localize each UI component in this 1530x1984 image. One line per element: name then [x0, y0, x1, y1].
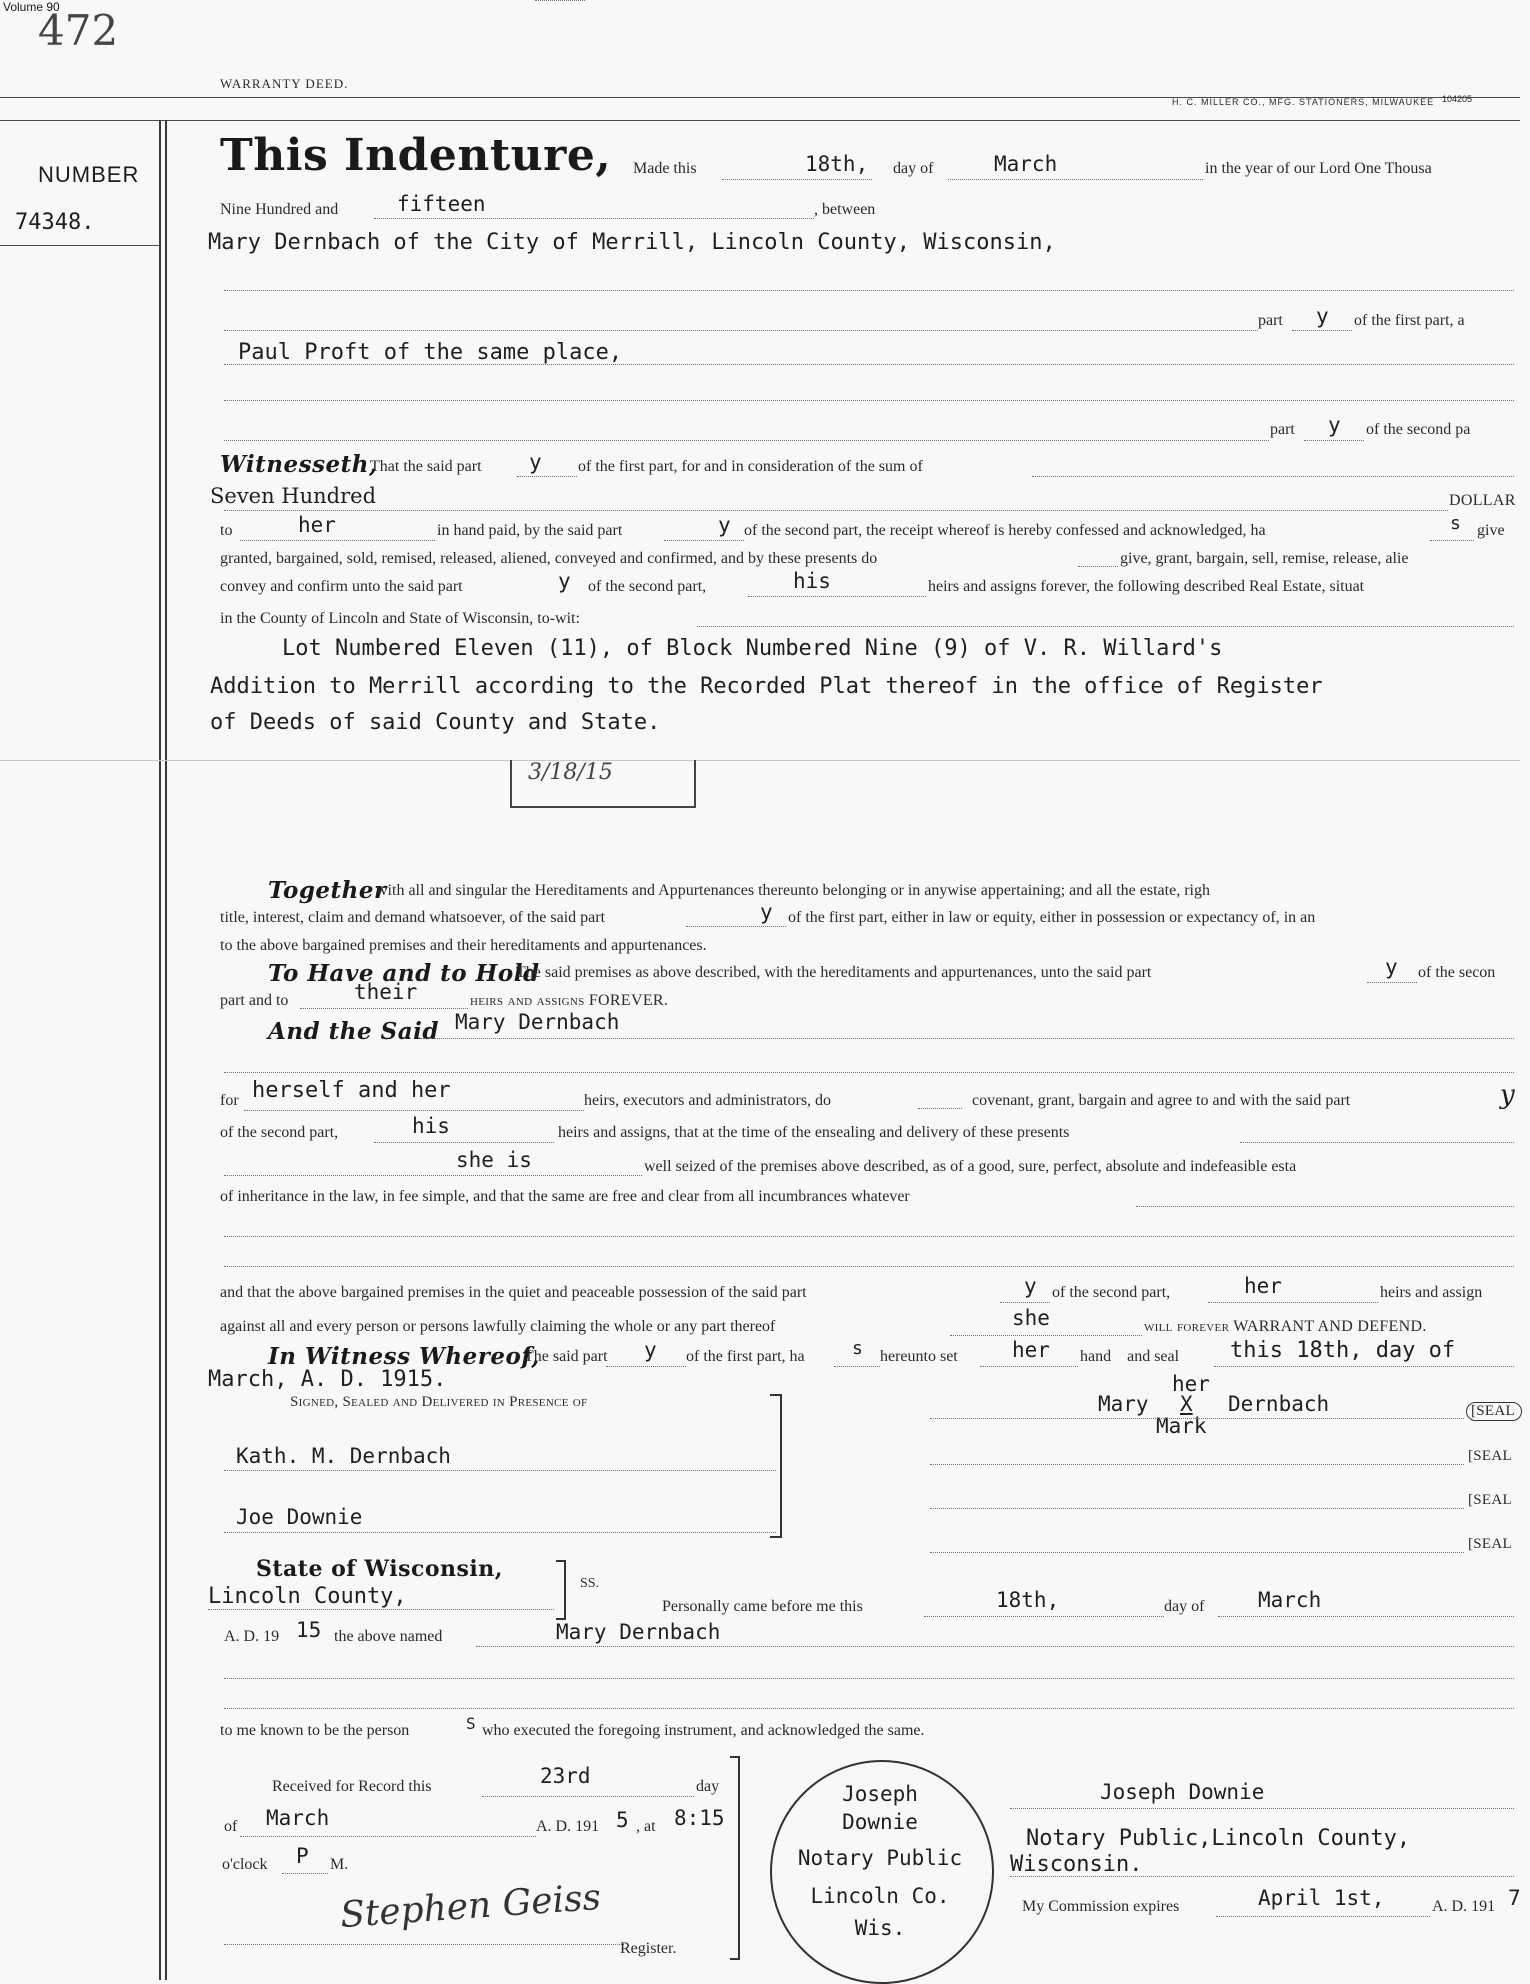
witnesseth-text-a: That the said part — [370, 458, 482, 475]
covenant-text: covenant, grant, bargain and agree to and with the said part — [972, 1092, 1351, 1109]
part-label-2: part — [1270, 421, 1295, 438]
inheritance-text: of inheritance in the law, in fee simple, and that the same are free and clear from all incumbrances whatever — [220, 1188, 910, 1205]
covenant-part-suffix: y — [1500, 1080, 1515, 1110]
above-named-label: the above named — [334, 1628, 443, 1645]
together-heading: Together — [268, 877, 387, 904]
notary-title: Notary Public,Lincoln County, — [1026, 1826, 1411, 1851]
witnesseth-heading: Witnesseth, — [220, 451, 378, 478]
receipt-text: of the second part, the receipt whereof is hereby confessed and acknowledged, ha — [744, 522, 1266, 539]
hand-and-seal: hand and seal — [1080, 1348, 1180, 1365]
signer-first: Mary — [1098, 1392, 1149, 1416]
signer-mark-top: her — [1172, 1372, 1210, 1396]
deed-month-value: March — [994, 152, 1058, 176]
sum-value: Seven Hundred — [210, 484, 377, 508]
witness-name-2: Joe Downie — [236, 1505, 363, 1529]
record-of-label: of — [224, 1818, 238, 1835]
between-label: , between — [814, 201, 876, 218]
for-whom: herself and her — [252, 1078, 451, 1103]
signer-mark: X — [1180, 1392, 1193, 1416]
witness-brace — [770, 1394, 782, 1538]
received-text: Received for Record this — [272, 1778, 432, 1795]
seal-4: [SEAL — [1468, 1536, 1512, 1552]
executors-text: heirs, executors and administrators, do — [584, 1092, 832, 1109]
date-stamp: 3/18/15 — [528, 760, 613, 785]
hand-paid-text: in hand paid, by the said part — [437, 522, 623, 539]
grantor-text: Mary Dernbach of the City of Merrill, Lincoln County, Wisconsin, — [208, 230, 1056, 255]
heirs-forever: heirs and assigns FOREVER. — [470, 992, 669, 1009]
ack-year-value: 15 — [296, 1618, 322, 1642]
and-the-said-heading: And the Said — [268, 1018, 439, 1045]
witnesseth-text-b: of the first part, for and in consideration of the sum of — [578, 458, 923, 475]
together-line-2a: title, interest, claim and demand whatsoever, of the said part — [220, 909, 606, 926]
dollars-label: DOLLAR — [1449, 492, 1516, 509]
ack-brace — [556, 1560, 566, 1620]
convey-text: convey and confirm unto the said part — [220, 578, 463, 595]
convey-suffix: y — [558, 569, 571, 593]
witness-text-b: of the first part, ha — [686, 1348, 805, 1365]
page-number: 472 — [38, 6, 119, 55]
hand-paid-suffix: y — [718, 513, 731, 537]
record-at-label: , at — [636, 1818, 656, 1835]
has-suffix: s — [1450, 513, 1461, 534]
printer-code: 104205 — [1442, 94, 1473, 104]
legal-description-line-3: of Deeds of said County and State. — [210, 710, 661, 735]
to-have-text: The said premises as above described, with the hereditaments and appurtenances, unto the said part — [516, 964, 1152, 981]
ack-ad-label: A. D. 19 — [224, 1628, 280, 1645]
for-label: for — [220, 1092, 239, 1109]
county-text: in the County of Lincoln and State of Wisconsin, to-wit: — [220, 610, 580, 627]
known-text-a: to me known to be the person — [220, 1722, 410, 1739]
witness-text-c: hereunto set — [880, 1348, 958, 1365]
printer-imprint: H. C. MILLER CO., MFG. STATIONERS, MILWAUKEE — [1172, 97, 1435, 107]
heirs-assigns-text: heirs and assigns forever, the following described Real Estate, situat — [928, 578, 1365, 595]
second-part-text: of the second pa — [1366, 421, 1471, 438]
witness-name-1: Kath. M. Dernbach — [236, 1444, 451, 1468]
commission-ad: A. D. 191 — [1432, 1898, 1496, 1915]
heirs-and-assign: heirs and assign — [1380, 1284, 1483, 1301]
to-label: to — [220, 522, 233, 539]
notary-seal-line-1: Joseph — [842, 1782, 918, 1806]
notary-seal-line-5: Wis. — [854, 1916, 906, 1940]
of-the-second: of the secon — [1418, 964, 1496, 981]
made-this-label: Made this — [633, 160, 697, 177]
ack-county: Lincoln County, — [208, 1584, 407, 1609]
granted-text: granted, bargained, sold, remised, released, aliened, conveyed and confirmed, and by these presents do — [220, 550, 878, 567]
signed-sealed-label: Signed, Sealed and Delivered in Presence of — [290, 1394, 588, 1410]
record-month-value: March — [266, 1806, 330, 1830]
witness-has-suffix: s — [852, 1338, 863, 1359]
record-day-value: 23rd — [540, 1764, 591, 1788]
notary-title-cont: Wisconsin. — [1010, 1852, 1143, 1877]
ack-day-value: 18th, — [996, 1588, 1060, 1612]
seized-who: she is — [456, 1148, 532, 1172]
of-the-second-part-3: of the second part, — [1052, 1284, 1171, 1301]
to-have-suffix: y — [1385, 955, 1398, 979]
seal-3: [SEAL — [1468, 1492, 1512, 1508]
nine-hundred-label: Nine Hundred and — [220, 201, 339, 218]
signer-last: Dernbach — [1228, 1392, 1330, 1416]
record-year-value: 5 — [616, 1808, 629, 1832]
warrant-text: will forever WARRANT AND DEFEND. — [1144, 1318, 1427, 1335]
witness-date-cont: March, A. D. 1915. — [208, 1367, 447, 1392]
record-brace — [730, 1756, 740, 1960]
ack-named-person: Mary Dernbach — [556, 1620, 721, 1644]
seized-text: well seized of the premises above described, as of a good, sure, perfect, absolute and indefeasible esta — [644, 1158, 1297, 1175]
legal-description-line-2: Addition to Merrill according to the Recorded Plat thereof in the office of Register — [210, 674, 1323, 699]
together-line-2b: of the first part, either in law or equity, either in possession or expectancy of, in an — [788, 909, 1316, 926]
party-suffix-2: y — [1328, 413, 1341, 437]
together-line-3: to the above bargained premises and their hereditaments and appurtenances. — [220, 937, 707, 954]
number-label: NUMBER — [38, 162, 140, 187]
seal-2: [SEAL — [1468, 1448, 1512, 1464]
notary-seal-line-2: Downie — [842, 1810, 918, 1834]
register-signature: Stephen Geiss — [338, 1876, 603, 1937]
deed-day-value: 18th, — [805, 152, 869, 176]
to-have-heirs-of: their — [354, 980, 418, 1004]
commission-label: My Commission expires — [1022, 1898, 1180, 1915]
paid-to: her — [298, 513, 336, 537]
first-part-text: of the first part, a — [1354, 312, 1465, 329]
witness-text-a: The said part — [524, 1348, 608, 1365]
quiet-suffix: y — [1024, 1274, 1037, 1298]
heirs-second: his — [412, 1114, 450, 1138]
notary-signature: Joseph Downie — [1100, 1780, 1265, 1804]
notary-seal-line-3: Notary Public — [797, 1846, 963, 1870]
signer-mark-bottom: Mark — [1156, 1414, 1207, 1438]
quiet-text: and that the above bargained premises in the quiet and peaceable possession of the said part — [220, 1284, 807, 1301]
commission-year: 7 — [1508, 1886, 1521, 1910]
ack-state: State of Wisconsin, — [256, 1556, 503, 1582]
against-text: against all and every person or persons lawfully claiming the whole or any part thereof — [220, 1318, 776, 1335]
ensealing-text: heirs and assigns, that at the time of the ensealing and delivery of these presents — [558, 1124, 1070, 1141]
ack-day-of-label: day of — [1164, 1598, 1205, 1615]
of-second-part-2: of the second part, — [220, 1124, 339, 1141]
to-have-heading: To Have and to Hold — [268, 960, 540, 987]
convey-heirs-of: his — [793, 569, 831, 593]
witness-heading: In Witness Whereof, — [268, 1343, 540, 1370]
register-label: Register. — [620, 1940, 677, 1957]
form-title: WARRANTY DEED. — [220, 76, 349, 91]
record-time-value: 8:15 — [674, 1806, 725, 1830]
record-ad-label: A. D. 191 — [536, 1818, 600, 1835]
margin-line-2 — [165, 120, 167, 1980]
legal-description-line-1: Lot Numbered Eleven (11), of Block Numbered Nine (9) of V. R. Willard's — [282, 636, 1223, 661]
number-value: 74348. — [15, 210, 95, 235]
party-suffix-1: y — [1316, 304, 1329, 328]
oclock-label: o'clock — [222, 1856, 268, 1873]
give-text: give — [1477, 522, 1505, 539]
number-rule — [0, 245, 159, 246]
header-rule-2 — [0, 120, 1520, 121]
witness-hand-of: her — [1012, 1338, 1050, 1362]
record-m-label: M. — [330, 1856, 349, 1873]
day-of-label: day of — [893, 160, 934, 177]
grant-text: give, grant, bargain, sell, remise, release, alie — [1120, 550, 1409, 567]
commission-value: April 1st, — [1258, 1886, 1385, 1910]
part-and-to: part and to — [220, 992, 289, 1009]
margin-line-1 — [159, 120, 161, 1980]
together-line-1: with all and singular the Hereditaments and Appurtenances thereunto belonging or in anywise appertaining; and all the estate, righ — [376, 882, 1210, 899]
indenture-heading: This Indenture, — [220, 130, 612, 181]
known-suffix: S — [466, 1714, 476, 1733]
record-am-pm-value: P — [296, 1844, 309, 1868]
quiet-heirs: her — [1244, 1274, 1282, 1298]
record-day-label: day — [696, 1778, 720, 1795]
known-text-b: who executed the foregoing instrument, and acknowledged the same. — [482, 1722, 925, 1739]
warrant-who: she — [1012, 1306, 1050, 1330]
ack-month-value: March — [1258, 1588, 1322, 1612]
personally-came-label: Personally came before me this — [662, 1598, 863, 1615]
witness-date-text: this 18th, day of — [1230, 1338, 1456, 1363]
part-label-1: part — [1258, 312, 1283, 329]
witness-suffix: y — [644, 1338, 657, 1362]
together-suffix: y — [760, 900, 773, 924]
witnesseth-suffix: y — [529, 450, 542, 474]
deed-year-value: fifteen — [397, 192, 486, 216]
covenantor: Mary Dernbach — [455, 1010, 620, 1034]
seal-1: [SEAL — [1466, 1402, 1522, 1421]
volume-label: Volume 90 — [3, 0, 60, 14]
paper-strip-edge — [0, 760, 1520, 761]
grantee-text: Paul Proft of the same place, — [238, 340, 623, 365]
year-text: in the year of our Lord One Thousa — [1205, 160, 1432, 177]
ack-ss: SS. — [580, 1576, 600, 1591]
convey-second-part: of the second part, — [588, 578, 707, 595]
notary-seal-line-4: Lincoln Co. — [810, 1884, 950, 1908]
